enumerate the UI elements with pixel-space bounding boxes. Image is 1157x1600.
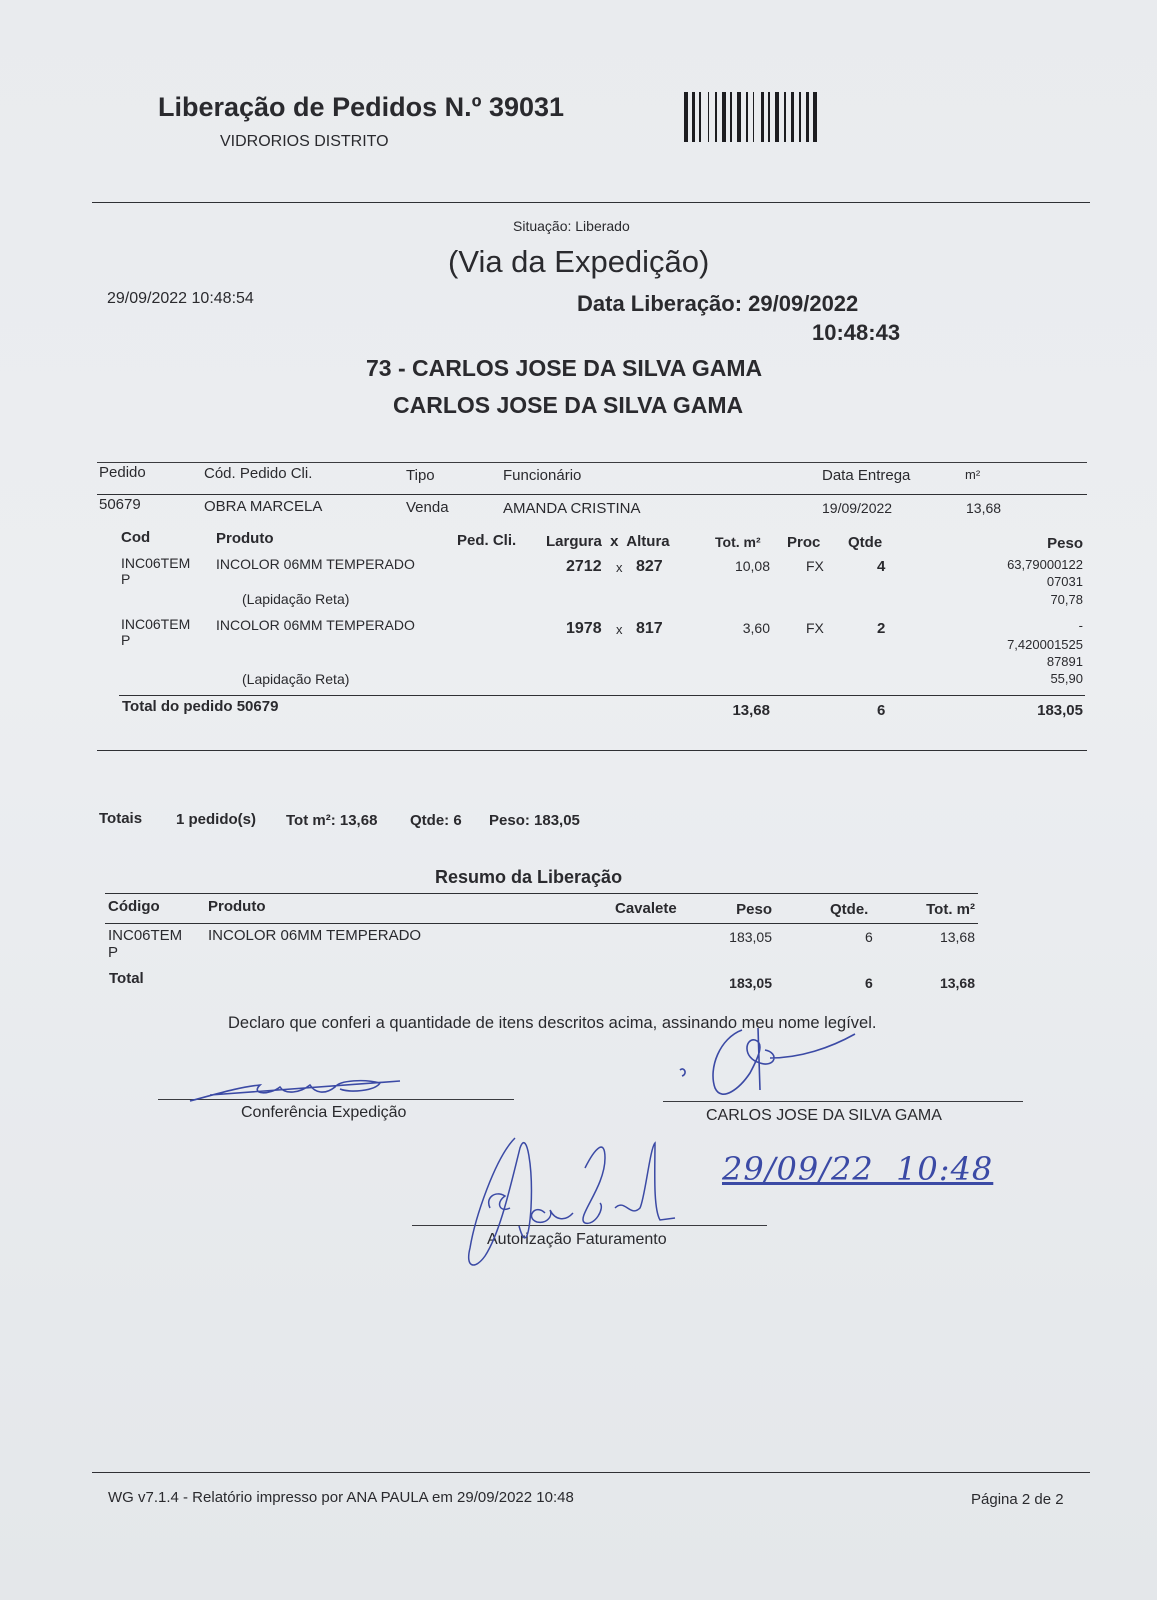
item-col-qtde: Qtde bbox=[848, 534, 883, 551]
order-data-entrega: 19/09/2022 bbox=[822, 500, 893, 516]
barcode-bar bbox=[761, 92, 764, 142]
item-peso-line-2: 07031 bbox=[1046, 574, 1083, 589]
barcode-bar bbox=[799, 92, 801, 142]
conferencia-signature bbox=[150, 1065, 410, 1110]
item-produto: INCOLOR 06MM TEMPERADO bbox=[216, 617, 415, 633]
signature-label-autorizacao: Autorização Faturamento bbox=[487, 1231, 667, 1248]
item-qtde: 2 bbox=[877, 620, 886, 637]
summary-col-peso: Peso bbox=[736, 901, 772, 918]
item-cod-cont: P bbox=[121, 632, 131, 648]
barcode-bar bbox=[784, 92, 787, 142]
summary-col-codigo: Código bbox=[108, 898, 160, 915]
totals-qtde: Qtde: 6 bbox=[410, 812, 462, 829]
item-peso-line-0: - bbox=[1078, 618, 1083, 633]
order-total-m2: 13,68 bbox=[732, 702, 770, 719]
item-col-cod: Cod bbox=[121, 529, 151, 546]
col-m2: m² bbox=[965, 467, 981, 482]
summary-total-label: Total bbox=[109, 970, 144, 987]
item-proc: FX bbox=[806, 620, 824, 636]
document-title: Liberação de Pedidos N.º 39031 bbox=[158, 92, 565, 122]
handwritten-date: 29/09/22 10:48 bbox=[722, 1150, 994, 1188]
release-time: 10:48:43 bbox=[812, 320, 901, 345]
barcode-bar bbox=[708, 92, 710, 142]
status-label: Situação: Liberado bbox=[513, 218, 630, 234]
barcode-bar bbox=[684, 92, 688, 142]
summary-col-qtde: Qtde. bbox=[830, 901, 869, 918]
barcode-bar bbox=[699, 92, 701, 142]
item-col-peso: Peso bbox=[1047, 535, 1083, 552]
client-line-2: CARLOS JOSE DA SILVA GAMA bbox=[393, 392, 744, 418]
order-table-header-line bbox=[97, 494, 1087, 495]
totals-m2: Tot m²: 13,68 bbox=[286, 812, 378, 829]
signature-label-client: CARLOS JOSE DA SILVA GAMA bbox=[706, 1107, 942, 1124]
col-pedido: Pedido bbox=[99, 464, 146, 481]
order-table-top-line bbox=[97, 462, 1087, 463]
barcode-bar bbox=[791, 92, 795, 142]
item-peso-line-2: 87891 bbox=[1046, 654, 1083, 669]
summary-col-produto: Produto bbox=[208, 898, 266, 915]
summary-codigo: INC06TEM bbox=[108, 927, 183, 944]
item-col-largura-altura: Largura x Altura bbox=[546, 533, 670, 550]
col-tipo: Tipo bbox=[406, 467, 435, 484]
printed-at: 29/09/2022 10:48:54 bbox=[107, 290, 254, 307]
header-divider bbox=[92, 202, 1090, 203]
summary-qtde: 6 bbox=[865, 929, 873, 945]
barcode-bar bbox=[768, 92, 770, 142]
barcode-bar bbox=[775, 92, 779, 142]
col-cod-pedido-cli: Cód. Pedido Cli. bbox=[204, 465, 313, 482]
barcode bbox=[684, 92, 860, 142]
barcode-bar bbox=[722, 92, 726, 142]
item-peso-line-3: 70,78 bbox=[1050, 592, 1083, 607]
item-largura: 2712 bbox=[566, 558, 602, 575]
barcode-bar bbox=[730, 92, 732, 142]
item-peso-line-3: 55,90 bbox=[1050, 671, 1083, 686]
item-x: x bbox=[616, 622, 623, 637]
item-altura: 827 bbox=[636, 558, 663, 575]
summary-col-cavalete: Cavalete bbox=[615, 900, 677, 917]
item-col-tot-m2: Tot. m² bbox=[715, 534, 761, 550]
col-data-entrega: Data Entrega bbox=[822, 467, 911, 484]
item-produto: INCOLOR 06MM TEMPERADO bbox=[216, 556, 415, 572]
company-name: VIDRORIOS DISTRITO bbox=[220, 133, 389, 150]
signature-label-conferencia: Conferência Expedição bbox=[241, 1104, 407, 1121]
order-total-label: Total do pedido 50679 bbox=[122, 698, 279, 715]
order-funcionario: AMANDA CRISTINA bbox=[503, 500, 641, 517]
order-section-bottom-line bbox=[97, 750, 1087, 751]
item-altura: 817 bbox=[636, 620, 663, 637]
footer-divider bbox=[92, 1472, 1090, 1473]
item-cod-cont: P bbox=[121, 571, 131, 587]
summary-peso: 183,05 bbox=[729, 929, 772, 945]
totals-pedidos: 1 pedido(s) bbox=[176, 811, 257, 828]
barcode-bar bbox=[806, 92, 809, 142]
barcode-bar bbox=[753, 92, 755, 142]
summary-header-line bbox=[105, 923, 978, 924]
release-date: Data Liberação: 29/09/2022 bbox=[577, 291, 859, 316]
summary-title: Resumo da Liberação bbox=[435, 867, 623, 887]
totals-peso: Peso: 183,05 bbox=[489, 812, 580, 829]
autorizacao-signature bbox=[455, 1128, 695, 1278]
order-tipo: Venda bbox=[406, 499, 449, 516]
item-peso-line-1: 7,420001525 bbox=[1007, 637, 1083, 652]
item-col-ped-cli: Ped. Cli. bbox=[457, 532, 517, 549]
item-note: (Lapidação Reta) bbox=[242, 671, 350, 687]
item-cod: INC06TEM bbox=[121, 555, 191, 571]
copy-label: (Via da Expedição) bbox=[448, 244, 710, 279]
summary-total-tot-m2: 13,68 bbox=[939, 975, 975, 991]
summary-tot-m2: 13,68 bbox=[939, 929, 975, 945]
summary-total-peso: 183,05 bbox=[729, 975, 772, 991]
client-line-1: 73 - CARLOS JOSE DA SILVA GAMA bbox=[366, 355, 763, 381]
barcode-bar bbox=[737, 92, 741, 142]
item-tot-m2: 3,60 bbox=[742, 620, 770, 636]
declaration-text: Declaro que conferi a quantidade de itens descritos acima, assinando meu nome legível. bbox=[228, 1014, 877, 1032]
item-qtde: 4 bbox=[877, 558, 886, 575]
summary-codigo-cont: P bbox=[108, 944, 119, 961]
client-signature bbox=[670, 1018, 870, 1108]
item-col-produto: Produto bbox=[216, 530, 274, 547]
item-proc: FX bbox=[806, 558, 824, 574]
order-pedido: 50679 bbox=[99, 496, 141, 513]
order-cod-pedido-cli: OBRA MARCELA bbox=[204, 498, 323, 515]
item-peso-line-1: 63,79000122 bbox=[1007, 557, 1083, 572]
barcode-bar bbox=[715, 92, 718, 142]
summary-top-line bbox=[105, 893, 978, 894]
footer-page: Página 2 de 2 bbox=[971, 1491, 1064, 1508]
item-cod: INC06TEM bbox=[121, 616, 191, 632]
summary-col-tot-m2: Tot. m² bbox=[926, 901, 975, 918]
item-x: x bbox=[616, 560, 623, 575]
item-largura: 1978 bbox=[566, 620, 602, 637]
order-total-line bbox=[119, 695, 1085, 696]
order-total-qtde: 6 bbox=[877, 702, 886, 719]
item-tot-m2: 10,08 bbox=[734, 558, 770, 574]
summary-total-qtde: 6 bbox=[865, 975, 873, 991]
barcode-bar bbox=[692, 92, 695, 142]
barcode-bar bbox=[746, 92, 749, 142]
summary-produto: INCOLOR 06MM TEMPERADO bbox=[208, 927, 422, 944]
footer-printed-by: WG v7.1.4 - Relatório impresso por ANA PAULA em 29/09/2022 10:48 bbox=[108, 1489, 574, 1506]
totals-label: Totais bbox=[99, 810, 143, 827]
barcode-bar bbox=[813, 92, 817, 142]
col-funcionario: Funcionário bbox=[503, 467, 582, 484]
item-note: (Lapidação Reta) bbox=[242, 591, 350, 607]
item-col-proc: Proc bbox=[787, 534, 821, 551]
order-total-peso: 183,05 bbox=[1037, 702, 1083, 719]
order-m2: 13,68 bbox=[966, 500, 1002, 516]
